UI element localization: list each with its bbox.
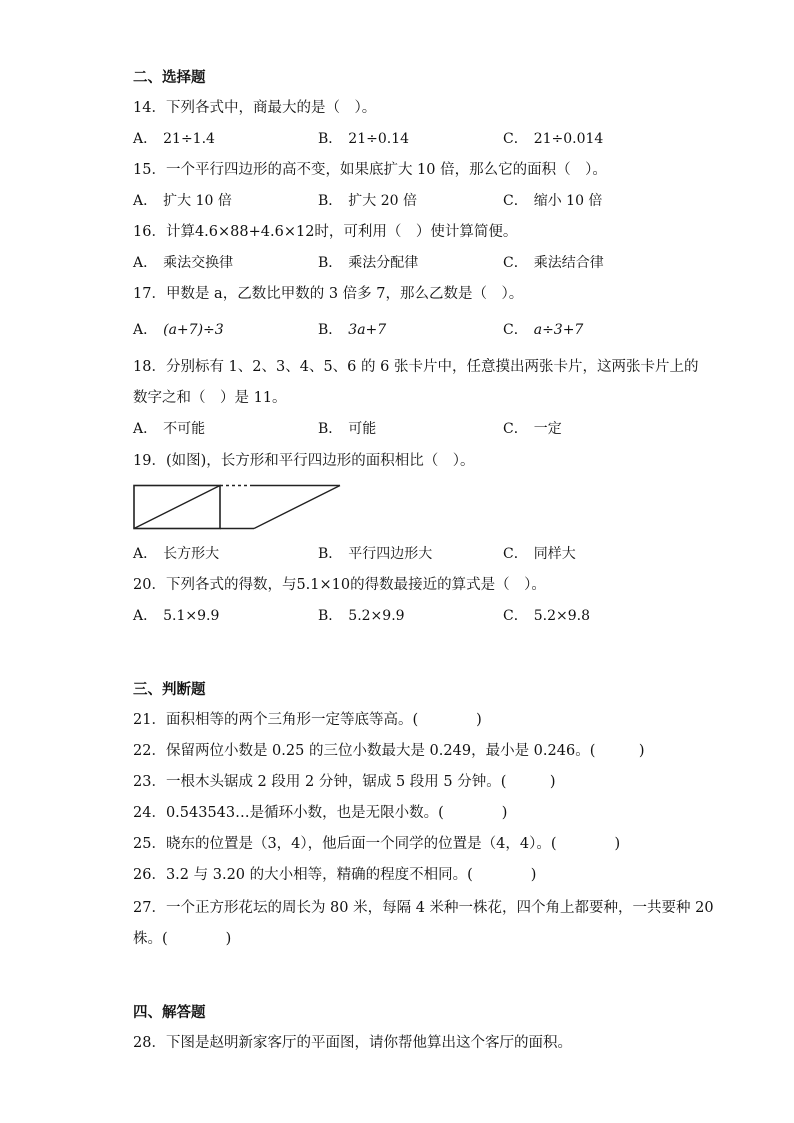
option-label: A． xyxy=(133,421,158,437)
q15-option-a[interactable] xyxy=(133,192,232,210)
option-label: A． xyxy=(133,193,158,209)
q16-option-b[interactable] xyxy=(318,254,418,272)
section-heading-solve: 四、解答题 xyxy=(133,1005,206,1021)
option-label: C． xyxy=(503,193,528,209)
q15-option-c[interactable] xyxy=(503,192,602,210)
option-text: 乘法交换律 xyxy=(163,255,234,271)
option-text: 21÷0.014 xyxy=(533,131,604,147)
section-heading-judge: 三、判断题 xyxy=(133,682,206,698)
q17-option-c[interactable] xyxy=(503,321,583,339)
option-text: 扩大 20 倍 xyxy=(348,193,418,209)
option-text: 同样大 xyxy=(533,546,576,562)
judge-item-25: 25．晓东的位置是（3，4），他后面一个同学的位置是（4，4）。( ) xyxy=(133,836,621,852)
option-text: 平行四边形大 xyxy=(348,546,433,562)
option-label: B． xyxy=(318,193,343,209)
q16-option-c[interactable] xyxy=(503,254,604,272)
option-text: 乘法结合律 xyxy=(533,255,604,271)
option-label: C． xyxy=(503,608,528,624)
option-text: 5.2×9.8 xyxy=(533,608,590,624)
question-15-stem: 15．一个平行四边形的高不变，如果底扩大 10 倍，那么它的面积（ ）。 xyxy=(133,162,607,178)
option-text: (a+7)÷3 xyxy=(163,322,224,338)
q20-option-b[interactable] xyxy=(318,607,405,625)
option-text: 21÷0.14 xyxy=(348,131,410,147)
option-text: 21÷1.4 xyxy=(163,131,215,147)
option-text: a÷3+7 xyxy=(533,322,584,338)
judge-item-22: 22．保留两位小数是 0.25 的三位小数最大是 0.249，最小是 0.246。( ) xyxy=(133,743,645,759)
option-text: 不可能 xyxy=(163,421,206,437)
option-label: C． xyxy=(503,131,528,147)
option-label: B． xyxy=(318,255,343,271)
option-label: C． xyxy=(503,255,528,271)
option-text: 5.1×9.9 xyxy=(163,608,220,624)
q19-option-c[interactable] xyxy=(503,545,576,563)
judge-item-26: 26．3.2 与 3.20 的大小相等，精确的程度不相同。( ) xyxy=(133,867,537,883)
q20-option-c[interactable] xyxy=(503,607,590,625)
question-18-stem-line1: 18．分别标有 1、2、3、4、5、6 的 6 张卡片中，任意摸出两张卡片，这两张卡片上的 xyxy=(133,359,699,375)
parallelogram-right-side xyxy=(254,486,340,529)
q20-option-a[interactable] xyxy=(133,607,219,625)
parallelogram-left-side xyxy=(134,486,220,529)
option-label: B． xyxy=(318,322,343,338)
option-label: C． xyxy=(503,322,528,338)
option-label: C． xyxy=(503,546,528,562)
q19-option-b[interactable] xyxy=(318,545,432,563)
option-label: A． xyxy=(133,255,158,271)
option-text: 5.2×9.9 xyxy=(348,608,405,624)
rectangle-parallelogram-figure xyxy=(133,484,343,532)
option-label: A． xyxy=(133,546,158,562)
judge-item-21: 21．面积相等的两个三角形一定等底等高。( ) xyxy=(133,712,482,728)
option-text: 乘法分配律 xyxy=(348,255,419,271)
q18-option-a[interactable] xyxy=(133,420,205,438)
question-20-stem: 20．下列各式的得数，与5.1×10的得数最接近的算式是（ ）。 xyxy=(133,577,546,593)
option-label: A． xyxy=(133,608,158,624)
option-text: 3a+7 xyxy=(348,322,387,338)
option-label: B． xyxy=(318,608,343,624)
option-text: 可能 xyxy=(348,421,377,437)
q14-option-b[interactable] xyxy=(318,130,409,148)
q14-option-a[interactable] xyxy=(133,130,215,148)
question-19-stem: 19．(如图)，长方形和平行四边形的面积相比（ ）。 xyxy=(133,453,475,469)
option-label: B． xyxy=(318,546,343,562)
q17-option-b[interactable] xyxy=(318,321,386,339)
q16-option-a[interactable] xyxy=(133,254,233,272)
option-label: B． xyxy=(318,421,343,437)
question-14-stem: 14．下列各式中，商最大的是（ ）。 xyxy=(133,100,377,116)
question-16-stem: 16．计算4.6×88+4.6×12时，可利用（ ）使计算简便。 xyxy=(133,224,518,240)
judge-item-27-line1: 27．一个正方形花坛的周长为 80 米，每隔 4 米种一株花，四个角上都要种，一共要种 20 xyxy=(133,900,714,916)
section-heading-choice: 二、选择题 xyxy=(133,70,206,86)
q18-option-c[interactable] xyxy=(503,420,562,438)
judge-item-23: 23．一根木头锯成 2 段用 2 分钟，锯成 5 段用 5 分钟。( ) xyxy=(133,774,556,790)
option-label: A． xyxy=(133,131,158,147)
option-text: 长方形大 xyxy=(163,546,220,562)
option-text: 缩小 10 倍 xyxy=(533,193,603,209)
judge-item-24: 24．0.543543…是循环小数，也是无限小数。( ) xyxy=(133,805,508,821)
option-label: A． xyxy=(133,322,158,338)
option-text: 扩大 10 倍 xyxy=(163,193,232,209)
question-18-stem-line2: 数字之和（ ）是 11。 xyxy=(133,390,287,406)
q18-option-b[interactable] xyxy=(318,420,376,438)
judge-item-27-line2: 株。( ) xyxy=(133,931,232,947)
q14-option-c[interactable] xyxy=(503,130,603,148)
q19-option-a[interactable] xyxy=(133,545,219,563)
q17-option-a[interactable] xyxy=(133,321,224,339)
option-text: 一定 xyxy=(533,421,562,437)
question-28-stem: 28．下图是赵明新家客厅的平面图，请你帮他算出这个客厅的面积。 xyxy=(133,1035,572,1051)
option-label: C． xyxy=(503,421,528,437)
q15-option-b[interactable] xyxy=(318,192,417,210)
question-17-stem: 17．甲数是 a，乙数比甲数的 3 倍多 7，那么乙数是（ ）。 xyxy=(133,286,524,302)
option-label: B． xyxy=(318,131,343,147)
